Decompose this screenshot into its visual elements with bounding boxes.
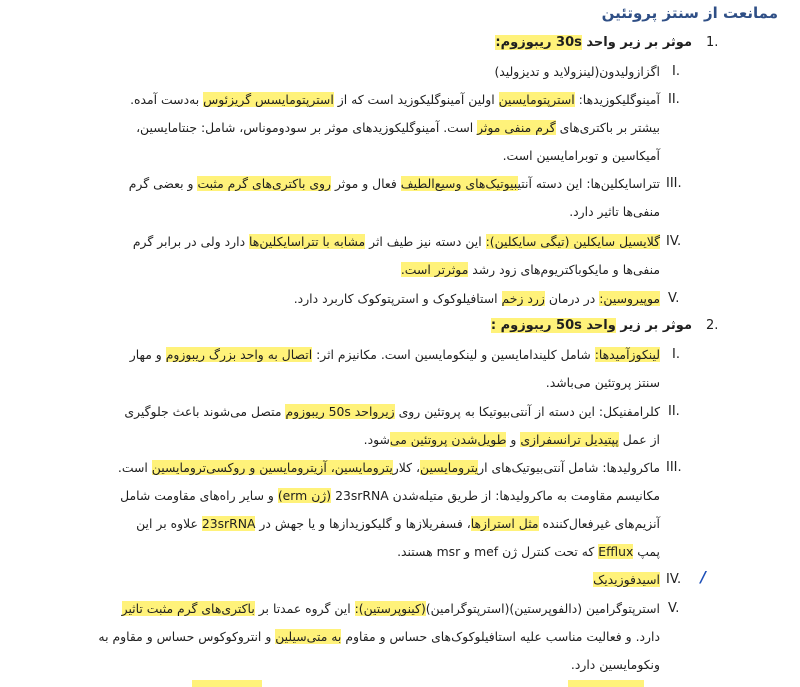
paragraph-line (129, 174, 660, 194)
text-span: شامل کلیندامایسین و لینکومایسین است. مکانیزم اثر: (312, 347, 595, 362)
text-span: از عمل (618, 432, 660, 447)
highlight-span: طویل‌شدن پروتئین می (389, 432, 507, 447)
highlight-span: استرپتومایسین (498, 92, 575, 107)
highlight-span: بیوتیک‌های وسیع‌الطیف (400, 176, 518, 191)
heading-highlight: واحد 50s ریبوزوم : (490, 318, 616, 333)
text-span: این دسته نیز طیف اثر (365, 234, 486, 249)
paragraph-line (118, 458, 660, 478)
text-span: و سایر راه‌های مقاومت شامل (120, 488, 278, 503)
text-span: به‌دست آمده. (130, 92, 204, 107)
highlight-span: لینکوزآمیدها: (594, 347, 660, 362)
item-numeral: II. (668, 92, 680, 107)
text-span: و انتروکوکوس حساس و مقاوم به (98, 629, 276, 644)
document-title: ممانعت از سنتز پروتئین (601, 4, 778, 22)
highlight-span: موپیروسین: (599, 291, 660, 306)
item-numeral: II. (668, 404, 680, 419)
text-span: ، کلار (392, 460, 421, 475)
partial-highlight (192, 680, 262, 687)
highlight-span: اتصال به واحد بزرگ ریبوزوم (165, 347, 313, 362)
paragraph-line (133, 232, 660, 252)
text-span: دارد ولی در برابر گرم (132, 234, 250, 249)
paragraph-line (124, 402, 660, 422)
text-span: ‌شود. (363, 432, 390, 447)
paragraph-line (136, 118, 660, 138)
paragraph-line (401, 260, 660, 280)
text-span: استافیلوکوک و استرپتوکوک کاربرد دارد. (293, 291, 502, 306)
highlight-span: (ژن erm) (277, 488, 332, 503)
partial-highlight (568, 680, 644, 687)
text-span: منفی‌ها و مایکوباکتریوم‌های زود رشد (468, 262, 660, 277)
item-numeral: V. (668, 601, 680, 616)
highlight-span: گلایسیل سایکلین (تیگی سایکلین): (485, 234, 660, 249)
section-heading (491, 316, 692, 336)
highlight-span: Efflux (598, 544, 634, 559)
section-heading (495, 33, 692, 53)
margin-annotation-mark: / (700, 568, 706, 586)
heading-highlight: 30s ریبوزوم: (495, 35, 582, 50)
text-span: فعال و موثر (331, 176, 401, 191)
text-span: ماکرولیدها: شامل آنتی‌بیوتیک‌های ار (478, 460, 660, 475)
text-span: آمینوگلیکوزیدها: (574, 92, 660, 107)
text-span: اولین آمینوگلیکوزید است که از (333, 92, 499, 107)
highlight-span: زرد زخم (501, 291, 545, 306)
highlight-span: گرم منفی موثر (477, 120, 556, 135)
highlight-span: ، آزیترومایسین و روکسی‌ترومایسین (151, 460, 335, 475)
highlight-span: روی باکتری‌های گرم مثبت (197, 176, 332, 191)
section-number: 2. (706, 318, 719, 333)
text-span: ، فسفریلازها و گلیکوزیدازها و یا جهش در (255, 516, 471, 531)
highlight-span: به متی‌سیلین (275, 629, 342, 644)
text-span: و مهار (129, 347, 166, 362)
highlight-span: زیرواحد 50s ریبوزوم (285, 404, 395, 419)
paragraph-line (136, 514, 660, 534)
text-span: که تحت کنترل ژن mef و msr هستند. (397, 544, 599, 559)
text-span: تتراسایکلین‌ها: این دسته آنتی (517, 176, 660, 191)
heading-text: موثر بر زیر واحد (581, 35, 692, 50)
text-span: است. (117, 460, 152, 475)
paragraph-line (294, 289, 660, 309)
highlight-span: اسیدفوزیدیک (593, 572, 660, 587)
paragraph-line (593, 570, 660, 590)
paragraph-line: منفی‌ها تاثیر دارد. (569, 204, 660, 219)
highlight-span: مشابه با تتراسایکلین‌ها (249, 234, 366, 249)
item-numeral: III. (666, 176, 682, 191)
text-span: است. آمینوگلیکوزیدهای موثر بر سودومونا‌س، شامل: جنتامایسین، (136, 120, 478, 135)
text-span: مکانیسم مقاومت به ماکرولیدها: از طریق متیله‌شدن 23srRNA (331, 488, 660, 503)
text-span: در درمان (544, 291, 600, 306)
paragraph-line (130, 90, 660, 110)
text-span: متصل می‌شوند باعث جلوگیری (124, 404, 286, 419)
highlight-span: 23srRNA (201, 516, 256, 531)
paragraph-line: اگزازولیدون(لینزولاید و تدیزولید) (494, 64, 660, 79)
item-numeral: IV. (666, 572, 682, 587)
paragraph-line (122, 599, 660, 619)
text-span: آنزیم‌های غیرفعال‌کننده (538, 516, 660, 531)
highlight-span: استرپتومایسس گریزئوس (203, 92, 334, 107)
text-span: علاوه بر این (136, 516, 202, 531)
text-span: بیشتر بر باکتری‌های (555, 120, 660, 135)
paragraph-line (397, 542, 660, 562)
item-numeral: I. (672, 64, 680, 79)
item-numeral: I. (672, 347, 680, 362)
paragraph-line (98, 627, 660, 647)
text-span: این گروه عمدتا بر (254, 601, 355, 616)
text-span: و بعضی گرم (128, 176, 198, 191)
section-number: 1. (706, 35, 719, 50)
text-span: کلرامفنیکل: این دسته از آنتی‌بیوتیکا به پروتئین روی (394, 404, 660, 419)
item-numeral: III. (666, 460, 682, 475)
highlight-span: یترومایسین (334, 460, 393, 475)
highlight-span: باکتری‌های گرم مثبت تاثیر (121, 601, 255, 616)
paragraph-line: ونکومایسین دارد. (570, 657, 660, 672)
heading-text: موثر بر زیر (615, 318, 692, 333)
item-numeral: V. (668, 291, 680, 306)
item-numeral: IV. (666, 234, 682, 249)
paragraph-line (120, 486, 660, 506)
text-span: دارد. و فعالیت مناسب علیه استافیلوکوک‌های حساس و مقاوم (341, 629, 660, 644)
paragraph-line: سنتز پروتئین می‌باشد. (545, 375, 660, 390)
highlight-span: موثرتر است. (400, 262, 469, 277)
highlight-span: یترومایسین (420, 460, 479, 475)
paragraph-line (130, 345, 660, 365)
highlight-span: پپتیدیل ترانسفرازی (520, 432, 619, 447)
text-span: و (506, 432, 521, 447)
paragraph-line: آمیکاسین و توبرامایسین است. (502, 148, 660, 163)
paragraph-line (364, 430, 660, 450)
text-span: پمپ (633, 544, 660, 559)
text-span: استرپتوگرامین (دالفوپرستین)(استرپتوگرامین) (425, 601, 660, 616)
highlight-span: مثل استرازها (470, 516, 539, 531)
highlight-span: (کینوپرستین): (354, 601, 426, 616)
